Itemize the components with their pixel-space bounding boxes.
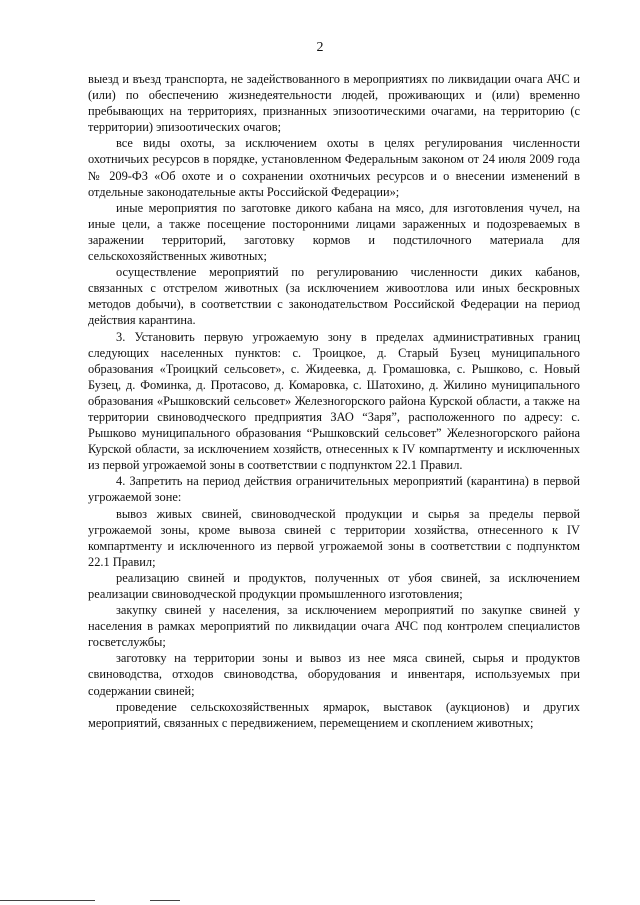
document-body <box>88 71 580 731</box>
paragraph-9: закупку свиней у населения, за исключением мероприятий по закупке свиней у населения в рамках мероприятий по ликвидации очага АЧС под контролем специалистов госветслужбы; <box>88 603 580 650</box>
scan-artifact-line <box>150 900 180 901</box>
scan-artifact-line <box>0 900 95 901</box>
paragraph-11: проведение сельскохозяйственных ярмарок, выставок (аукционов) и других мероприятий, связанных с передвижением, перемещением и скоплением животных; <box>88 699 580 730</box>
paragraph-3: иные мероприятия по заготовке дикого кабана на мясо, для изготовления чучел, на иные цели, а также посещение посторонними лицами зараженных и подозреваемых в заражении территорий, заготовку кормов и подстилочного материала для сельскохозяйственных животных; <box>88 200 580 264</box>
paragraph-1: выезд и въезд транспорта, не задействованного в мероприятиях по ликвидации очага АЧС и (или) по обеспечению жизнедеятельности людей, проживающих и (или) временно пребывающих на территориях, признанных эпизоотическими очагами, на территорию (с территории) эпизоотических очагов; <box>88 72 580 135</box>
paragraph-10: заготовку на территории зоны и вывоз из нее мяса свиней, сырья и продуктов свиноводства, отходов свиноводства, оборудования и инвентаря, используемых при содержании свиней; <box>88 651 580 698</box>
paragraph-6: 4. Запретить на период действия ограничительных мероприятий (карантина) в первой угрожаемой зоне: <box>88 474 580 505</box>
page-number: 2 <box>316 40 324 55</box>
paragraph-4: осуществление мероприятий по регулированию численности диких кабанов, связанных с отстрелом животных (за исключением живоотлова или иных бескровных методов добычи), в соответствии с законодательством Российской Федерации на период действия карантина. <box>88 265 580 328</box>
paragraph-7: вывоз живых свиней, свиноводческой продукции и сырья за пределы первой угрожаемой зоны, кроме вывоза свиней с территории хозяйства, отнесенного к IV компартменту и исключенного из первой угрожаемой зоны в соответствии с подпунктом 22.1 Правил; <box>88 506 580 569</box>
paragraph-8: реализацию свиней и продуктов, полученных от убоя свиней, за исключением реализации свиноводческой продукции промышленного изготовления; <box>88 570 580 601</box>
paragraph-2: все виды охоты, за исключением охоты в целях регулирования численности охотничьих ресурсов в порядке, установленном Федеральным законом от 24 июля 2009 года № 209-ФЗ «Об охоте и о сохранении охотничьих ресурсов и о внесении изменений в отдельные законодательные акты Российской Федерации»; <box>88 136 580 199</box>
paragraph-5: 3. Установить первую угрожаемую зону в пределах административных границ следующих населенных пунктов: с. Троицкое, д. Старый Бузец муниципального образования «Троицкий сельсовет», с. Жидеевка, д. Громашовка, с. Рышково, с. Новый Бузец, д. Фоминка, д. Протасово, д. Комаровка, с. Шатохино, д. Жилино муниципального образования «Рышковский сельсовет» Железногорского района Курской области, а также на территории свиноводческого предприятия ЗАО “Заря”, расположенного по адресу: с. Рышково муниципального образования “Рышковский сельсовет” Железногорского района Курской области, за исключением хозяйств, отнесенных к IV компартменту и исключенных из первой угрожаемой зоны в соответствии с подпунктом 22.1 Правил. <box>88 329 580 473</box>
